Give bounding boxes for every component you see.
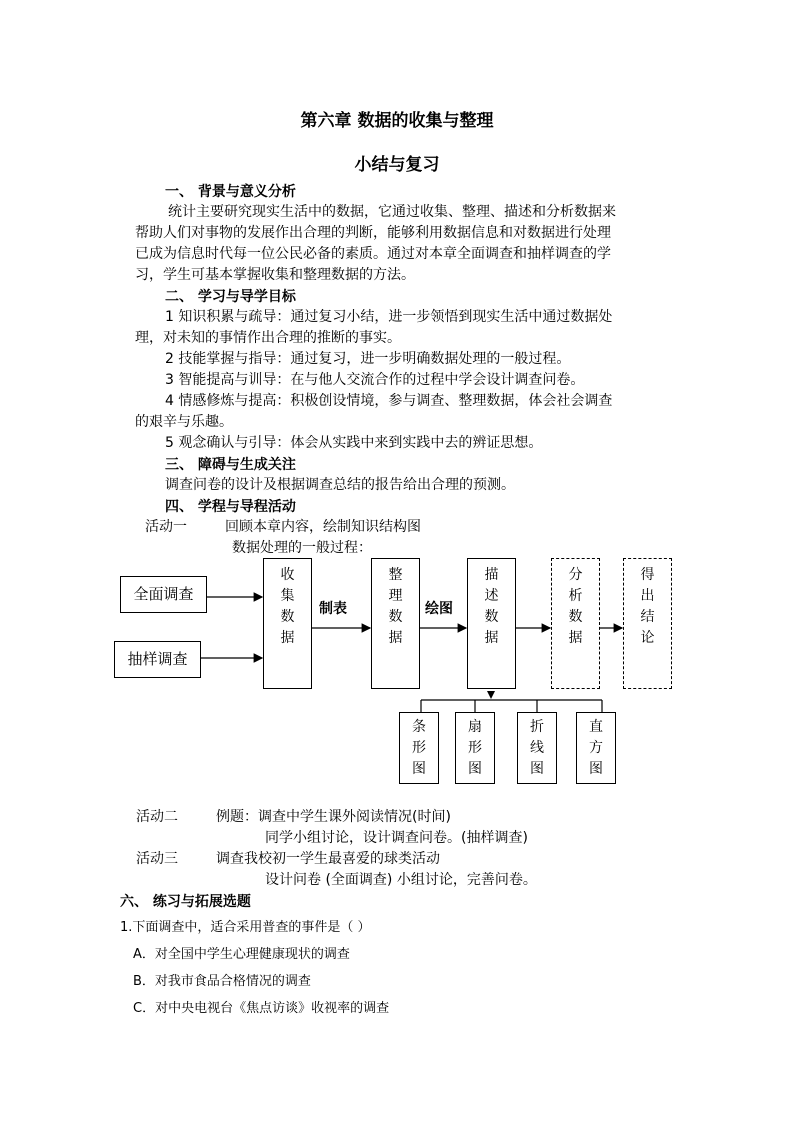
activity1-text: 回顾本章内容，绘制知识结构图: [225, 519, 421, 535]
page-title: 第六章 数据的收集与整理: [300, 111, 494, 131]
goal-2: 2 技能掌握与指导：通过复习，进一步明确数据处理的一般过程。: [165, 351, 571, 367]
goal-1-line-1: 1 知识积累与疏导：通过复习小结，进一步领悟到现实生活中通过数据处: [165, 309, 613, 325]
box-histogram: [576, 712, 616, 784]
box-line-chart: [517, 712, 557, 784]
activity2-label: 活动二: [136, 809, 178, 825]
background-line-1: 统计主要研究现实生活中的数据，它通过收集、整理、描述和分析数据来: [168, 204, 616, 220]
box-describe-data: [467, 558, 516, 689]
activity2-text: 例题：调查中学生课外阅读情况(时间): [216, 809, 451, 825]
box-full-survey-label: 全面调查: [133, 585, 194, 603]
box-draw-conclusion: [623, 558, 672, 689]
section-heading-background: 一、 背景与意义分析: [165, 184, 296, 200]
obstacles-text: 调查问卷的设计及根据调查总结的报告给出合理的预测。: [165, 477, 515, 493]
goal-1-line-2: 理，对未知的事情作出合理的推断的事实。: [135, 330, 401, 346]
diagram-caption: 数据处理的一般过程：: [232, 540, 372, 556]
box-bar-chart: [399, 712, 439, 784]
box-pie-chart-label: 扇 形 图: [468, 719, 482, 777]
page-subtitle: 小结与复习: [354, 155, 440, 175]
box-collect-data-label: 收 集 数 据: [280, 567, 295, 646]
background-line-3: 已成为信息时代每一位公民必备的素质。通过对本章全面调查和抽样调查的学: [135, 246, 611, 262]
activity2-sub: 同学小组讨论，设计调查问卷。(抽样调查): [265, 830, 528, 846]
box-collect-data: [263, 558, 312, 689]
activity3-text: 调查我校初一学生最喜爱的球类活动: [216, 851, 440, 867]
box-bar-chart-label: 条 形 图: [412, 719, 426, 777]
goal-4-line-2: 的艰辛与乐趣。: [135, 414, 233, 430]
down-arrow-head: [487, 691, 495, 699]
box-draw-conclusion-label: 得 出 结 论: [640, 567, 655, 646]
option-c: C．对中央电视台《焦点访谈》收视率的调查: [133, 1001, 390, 1016]
box-sample-survey-label: 抽样调查: [127, 650, 188, 668]
background-line-2: 帮助人们对事物的发展作出合理的判断，能够利用数据信息和对数据进行处理: [135, 225, 611, 241]
goal-5: 5 观念确认与引导：体会从实践中来到实践中去的辨证思想。: [165, 435, 543, 451]
box-sample-survey: [114, 641, 201, 678]
activity1-label: 活动一: [145, 519, 187, 535]
activity3-label: 活动三: [136, 851, 178, 867]
box-analyze-data-label: 分 析 数 据: [568, 567, 583, 646]
box-line-chart-label: 折 线 图: [530, 719, 544, 777]
goal-3: 3 智能提高与训导：在与他人交流合作的过程中学会设计调查问卷。: [165, 372, 585, 388]
section-heading-obstacles: 三、 障碍与生成关注: [165, 457, 296, 473]
option-a: A．对全国中学生心理健康现状的调查: [133, 947, 350, 962]
option-b: B．对我市食品合格情况的调查: [133, 974, 311, 989]
section-heading-activities: 四、 学程与导程活动: [165, 499, 296, 515]
box-organize-data-label: 整 理 数 据: [388, 567, 403, 646]
question-1: 1.下面调查中，适合采用普查的事件是（ ）: [120, 920, 371, 935]
label-draw-chart: 绘图: [425, 601, 453, 617]
box-pie-chart: [455, 712, 495, 784]
box-full-survey: [120, 576, 207, 613]
box-organize-data: [371, 558, 420, 689]
activity3-sub: 设计问卷 (全面调查) 小组讨论，完善问卷。: [265, 872, 537, 888]
label-make-table: 制表: [319, 601, 347, 617]
box-histogram-label: 直 方 图: [589, 719, 603, 777]
box-analyze-data: [551, 558, 600, 689]
goal-4-line-1: 4 情感修炼与提高：积极创设情境，参与调查、整理数据，体会社会调查: [165, 393, 613, 409]
section-heading-goals: 二、 学习与导学目标: [165, 289, 296, 305]
background-line-4: 习，学生可基本掌握收集和整理数据的方法。: [135, 267, 415, 283]
section-heading-exercise: 六、 练习与拓展选题: [120, 894, 251, 910]
box-describe-data-label: 描 述 数 据: [484, 567, 499, 646]
